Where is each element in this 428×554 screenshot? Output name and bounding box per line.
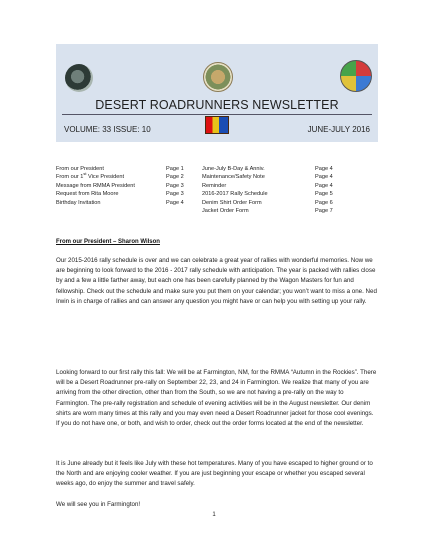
table-of-contents-right xyxy=(202,166,378,216)
toc-item[interactable] xyxy=(56,200,196,208)
volume-issue: VOLUME: 33 ISSUE: 10 xyxy=(64,125,151,134)
toc-item-label: Jacket Order Form xyxy=(202,207,249,214)
toc-item-label: 2016-2017 Rally Schedule xyxy=(202,191,268,198)
toc-item-label: Reminder xyxy=(202,182,227,189)
toc-item-label: Denim Shirt Order Form xyxy=(202,199,262,206)
roadrunner-emblem-icon xyxy=(203,62,233,92)
toc-item-label: June-July B-Day & Anniv. xyxy=(202,166,265,172)
masthead xyxy=(56,44,378,142)
toc-item-page: Page 4 xyxy=(166,199,184,206)
page-number: 1 xyxy=(212,512,216,518)
toc-item-label: Message from RMMA President xyxy=(56,182,135,189)
toc-item-label: Birthday Invitation xyxy=(56,199,101,206)
toc-item-page: Page 3 xyxy=(166,191,184,198)
toc-item-label: From our President xyxy=(56,166,104,172)
toc-item-page: Page 4 xyxy=(315,182,333,189)
toc-item-label: Maintenance/Safety Note xyxy=(202,174,265,181)
article-paragraph: Our 2015-2016 rally schedule is over and we can celebrate a great year of rallies with wonderful memories. Now we are beginning to look forward to the 2016 - 2017 rally schedule with anticipation. The year is packed with rallies close by and a few a little farther away, but each one has been carefully planned by the Wagon Masters for fun and fellowship. Check out the schedule and make sure you put them on your calendar; you won’t want to miss a one. Ned Irwin is in charge of rallies and can answer any question you might have or can help you with setting up your rally. xyxy=(56,257,377,305)
toc-item-page: Page 6 xyxy=(315,199,333,206)
toc-item[interactable] xyxy=(202,183,378,191)
toc-item[interactable] xyxy=(202,174,378,182)
toc-item-label: From our 1st Vice President xyxy=(56,171,125,181)
rmma-emblem-icon xyxy=(340,60,372,92)
toc-item[interactable] xyxy=(202,166,378,174)
table-of-contents-left xyxy=(56,166,196,208)
article-paragraph: Looking forward to our first rally this fall: We will be at Farmington, NM, for the RMMA “Autumn in the Rockies”. There will be a Desert Roadrunner pre-rally on September 22, 23, and 24 in Farmington. We realize that many of you are arriving from the other direction, other than from the South, so we are not having a pre-rally on the way to Farmington. The pre-rally registration and schedule of evening activities will be in the August newsletter. Our denim shirts are worn many times at this rally and you may even need a Desert Roadrunner jacket for those cool evenings. If you do not have one, or both, and wish to order, check out the order forms located at the end of the newsletter. xyxy=(56,369,377,428)
club-emblem-icon xyxy=(65,64,93,92)
toc-item-page: Page 3 xyxy=(166,182,184,189)
article-heading: From our President – Sharon Wilson xyxy=(56,239,160,245)
toc-item[interactable] xyxy=(56,191,196,199)
toc-item-page: Page 7 xyxy=(315,207,333,214)
newsletter-title: DESERT ROADRUNNERS NEWSLETTER xyxy=(95,98,339,112)
toc-item-page: Page 4 xyxy=(315,166,333,172)
toc-item-page: Page 5 xyxy=(315,191,333,198)
toc-item-label: Request from Rita Moore xyxy=(56,191,119,198)
toc-item-page: Page 2 xyxy=(166,174,184,181)
article-paragraph: We will see you in Farmington! xyxy=(56,501,141,508)
toc-item[interactable] xyxy=(202,200,378,208)
festival-badge-icon xyxy=(205,116,229,134)
issue-date: JUNE-JULY 2016 xyxy=(307,125,370,134)
toc-item-page: Page 4 xyxy=(315,174,333,181)
toc-item[interactable] xyxy=(202,208,378,216)
title-divider xyxy=(62,114,372,115)
toc-item[interactable] xyxy=(202,191,378,199)
toc-item[interactable] xyxy=(56,171,196,182)
article-paragraph: It is June already but it feels like July with these hot temperatures. Many of you have escaped to higher ground or to the North and are enjoying cooler weather. If you are just beginning your escape or whether you escaped several weeks ago, do enjoy the summer and travel safely. xyxy=(56,460,373,488)
toc-item-page: Page 1 xyxy=(166,166,184,172)
toc-item[interactable] xyxy=(56,183,196,191)
